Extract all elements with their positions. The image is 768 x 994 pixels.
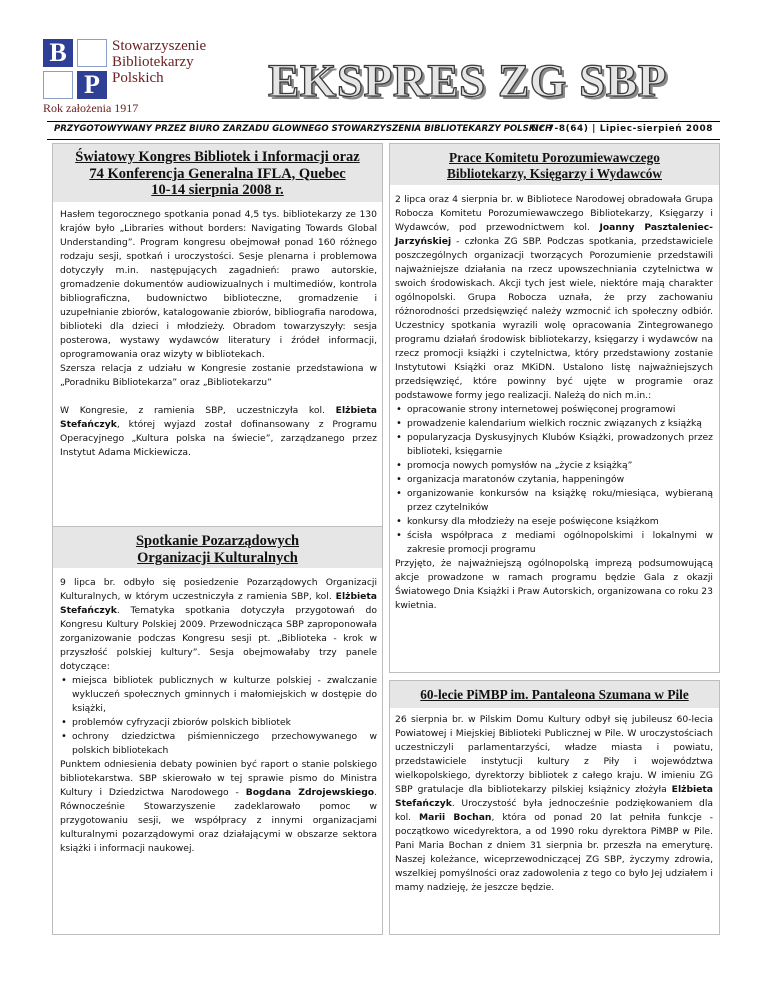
issue-number: Nr 7-8(64) | Lipiec-sierpień 2008 bbox=[531, 124, 713, 134]
bullet-list bbox=[60, 674, 377, 758]
person-name: Joanny Pasztaleniec-Jarzyńskiej bbox=[395, 222, 713, 247]
list-item: • ścisła współpraca z mediami ogólnopolskimi i lokalnymi w zakresie promocji programu bbox=[395, 529, 713, 557]
article-body-pila bbox=[395, 713, 713, 895]
paragraph: 26 sierpnia br. w Pilskim Domu Kultury odbył się jubileusz 60-lecia Powiatowej i Miejskiej Biblioteki Publicznej w Pile. W uroczystościach uczestniczyli parlamentarzyści, władze miasta i powiatu, przedstawiciele instytucji kultury z Piły i województwa wielkopolskiego, dyrektorzy bibliotek z całego kraju. W imieniu ZG SBP gratulacje dla bibliotekarzy pilskiej książnicy złożyła Elżbieta Stefańczyk. Uroczystość była jednocześnie podziękowaniem dla kol. Marii Bochan, która od ponad 20 lat pełniła funkcje - początkowo wicedyrektora, a od 1990 roku dyrektora PiMBP w Pile. Pani Maria Bochan z dniem 31 sierpnia br. przeszła na emeryturę. Naszej koleżance, wiceprzewodniczącej ZG SBP, życzymy zdrowia, wszelkiej pomyślności oraz zadowolenia z tego co było Jej udziałem i mamy nadzieję, że jeszcze będzie. bbox=[395, 714, 713, 893]
headline-line: 10-14 sierpnia 2008 r. bbox=[151, 182, 284, 198]
bullet-list bbox=[395, 403, 713, 557]
article-body-ifla bbox=[60, 208, 377, 460]
article-headline-pozarzadowe bbox=[53, 533, 382, 567]
list-item: • opracowanie strony internetowej poświęconej programowi bbox=[395, 403, 713, 417]
headline-line: Spotkanie Pozarządowych bbox=[135, 533, 300, 549]
logo-letter-b: B bbox=[43, 39, 73, 67]
list-item: • popularyzacja Dyskusyjnych Klubów Książki, prowadzonych przez biblioteki, księgarnie bbox=[395, 431, 713, 459]
headline-line: Bibliotekarzy, Księgarzy i Wydawców bbox=[447, 166, 662, 181]
paragraph: Hasłem tegorocznego spotkania ponad 4,5 tys. bibliotekarzy ze 130 krajów było „Libraries without borders: Navigating Towards Global Understanding”. Program kongresu obejmował ponad 160 różnego rodzaju sesji, spotkań i uroczystości. Sesje plenarna i problemowa dotyczyły m.in. następujących zagadnień: prawo autorskie, gromadzenie dokumentów audiowizualnych i multimediów, kontrola bibliograficzna, budownictwo biblioteczne, gromadzenie i uzupełnianie zbiorów, katalogowanie zbiorów, bibliografia narodowa, biblioteki dla dzieci i młodzieży. Obradom towarzyszyły: sesja posterowa, wystawy wydawców literatury i źródeł informacji, oprogramowania oraz wizyty w bibliotekach. bbox=[60, 209, 377, 360]
sbp-logo bbox=[43, 39, 231, 113]
headline-line: Organizacji Kulturalnych bbox=[137, 550, 298, 566]
headline-line: Światowy Kongres Bibliotek i Informacji oraz bbox=[75, 149, 360, 165]
person-name: Elżbieta Stefańczyk bbox=[60, 591, 377, 616]
list-item: • promocja nowych pomysłów na „życie z książką” bbox=[395, 459, 713, 473]
tagline: PRZYGOTOWYWANY PRZEZ BIURO ZARZADU GLOWNEGO STOWARZYSZENIA BIBLIOTEKARZY POLSKICH bbox=[54, 124, 553, 134]
paragraph: 9 lipca br. odbyło się posiedzenie Pozarządowych Organizacji Kulturalnych, w którym uczestniczyła z ramienia SBP, kol. Elżbieta Stefańczyk. Tematyka spotkania dotyczyła przygotowań do Kongresu Kultury Polskiej 2009. Przewodnicząca SBP zaproponowała zorganizowanie podczas Kongresu sesji pt. „Biblioteka - krok w przyszłość polskiej kultury”. Sesja obejmowałaby trzy panele dotyczące: bbox=[60, 577, 377, 672]
list-item: • prowadzenie kalendarium wielkich rocznic związanych z książką bbox=[395, 417, 713, 431]
article-body-komitet bbox=[395, 193, 713, 613]
header-rule-bottom bbox=[47, 139, 720, 140]
person-name: Marii Bochan bbox=[419, 812, 492, 823]
logo-letter-p: P bbox=[77, 71, 107, 99]
logo-square bbox=[43, 71, 73, 99]
logo-square bbox=[77, 39, 107, 67]
logo-wordmark bbox=[112, 38, 206, 86]
paragraph: Punktem odniesienia debaty powinien być raport o stanie polskiego bibliotekarstwa. SBP skierowało w tej sprawie pismo do Ministra Kultury i Dziedzictwa Narodowego - Bogdana Zdrojewskiego. Równocześnie Stowarzyszenie zadeklarowało pomoc w przygotowaniu sesji, we współpracy z innymi organizacjami kulturalnymi pozarządowymi oraz działającymi w obszarze sektora książki i informacji naukowej. bbox=[60, 759, 377, 854]
founded-year: Rok założenia 1917 bbox=[43, 101, 139, 115]
person-name: Elżbieta Stefańczyk bbox=[60, 405, 377, 430]
person-name: Bogdana Zdrojewskiego bbox=[245, 787, 375, 798]
article-headline-pila: 60-lecie PiMBP im. Pantaleona Szumana w Pile bbox=[420, 687, 689, 702]
paragraph: Przyjęto, że najważniejszą ogólnopolską imprezą podsumowującą akcje prowadzone w ramach programu będzie Gala z okazji Światowego Dnia Książki i Praw Autorskich, organizowana co roku 23 kwietnia. bbox=[395, 558, 713, 611]
list-item: • problemów cyfryzacji zbiorów polskich bibliotek bbox=[60, 716, 377, 730]
list-item: • konkursy dla młodzieży na eseje poświęcone książkom bbox=[395, 515, 713, 529]
article-body-pozarzadowe bbox=[60, 576, 377, 856]
person-name: Elżbieta Stefańczyk bbox=[395, 784, 713, 809]
header-rule-top bbox=[47, 121, 720, 122]
paragraph: Szersza relacja z udziału w Kongresie zostanie przedstawiona w „Poradniku Bibliotekarza” oraz „Bibliotekarzu” bbox=[60, 363, 377, 388]
headline-line: Prace Komitetu Porozumiewawczego bbox=[449, 150, 660, 165]
article-headline-komitet bbox=[390, 150, 719, 182]
paragraph: 2 lipca oraz 4 sierpnia br. w Bibliotece Narodowej obradowała Grupa Robocza Komitetu Porozumiewawczego Bibliotekarzy, Księgarzy i Wydawców, pod przewodnictwem kol. Joanny Pasztaleniec-Jarzyńskiej - członka ZG SBP. Podczas spotkania, przedstawiciele poszczególnych organizacji tworzących Porozumienie przedstawili najważniejsze działania na rzecz upowszechniania czytelnictwa w swoich środowiskach. Akcji tych jest wiele, niektóre mają charakter ogólnopolski. Grupa Robocza uznała, że przy zachowaniu różnorodności przedsięwzięć należy wzmocnić ich społeczny odbiór. Uczestnicy spotkania wyrazili wolę opracowania Zintegrowanego programu działań środowisk bibliotekarzy, księgarzy i wydawców na rzecz promocji książki i czytelnictwa, który przedstawiony zostanie Instytutowi Książki oraz MKiDN. Ustalono listę najważniejszych przedsięwzięć, które powinny być ujęte w programie oraz podstawowe formy jego realizacji. Należą do nich m.in.: bbox=[395, 194, 713, 401]
article-headline-ifla bbox=[53, 149, 382, 199]
newsletter-title: EKSPRES ZG SBP bbox=[268, 55, 667, 107]
list-item: • miejsca bibliotek publicznych w kulturze polskiej - zwalczanie wykluczeń społecznych gminnych i małomiejskich w dostępie do książki, bbox=[60, 674, 377, 716]
logo-line: Stowarzyszenie bbox=[112, 38, 207, 54]
paragraph: W Kongresie, z ramienia SBP, uczestniczyła kol. Elżbieta Stefańczyk, której wyjazd został dofinansowany z Programu Operacyjnego „Kultura polska na świecie”, zarządzanego przez Instytut Adama Mickiewicza. bbox=[60, 405, 377, 458]
list-item: • organizowanie konkursów na książkę roku/miesiąca, wybieraną przez czytelników bbox=[395, 487, 713, 515]
logo-line: Bibliotekarzy bbox=[112, 54, 194, 70]
list-item: • ochrony dziedzictwa piśmienniczego przechowywanego w polskich bibliotekach bbox=[60, 730, 377, 758]
headline-line: 74 Konferencja Generalna IFLA, Quebec bbox=[89, 165, 346, 182]
logo-line: Polskich bbox=[112, 70, 164, 86]
list-item: • organizacja maratonów czytania, happeningów bbox=[395, 473, 713, 487]
